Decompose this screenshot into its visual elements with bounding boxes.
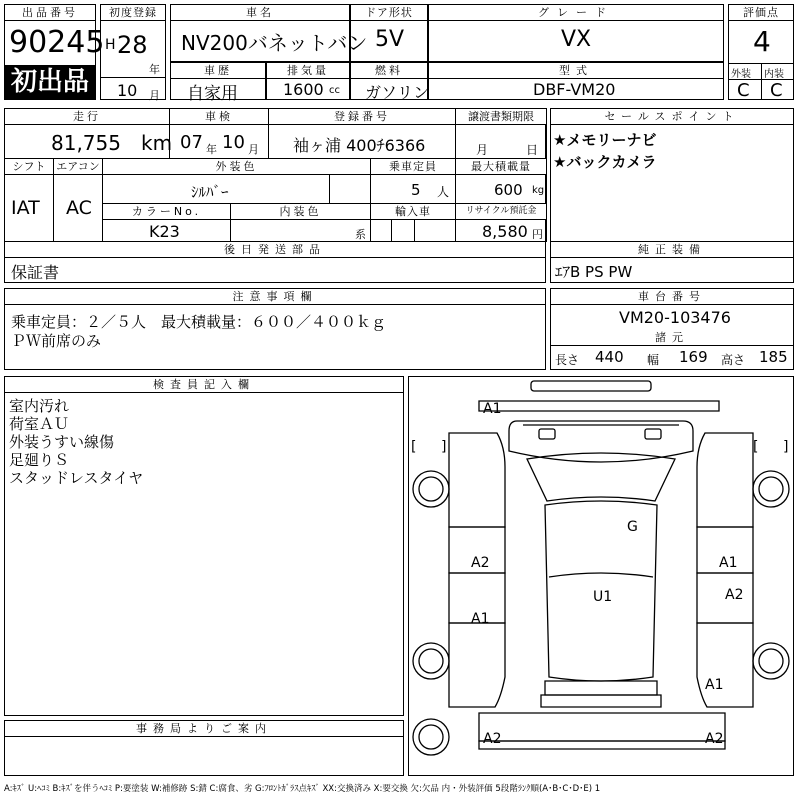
year: 28	[117, 31, 148, 59]
ext-color-cell	[102, 174, 330, 204]
fuel-label: 燃料	[351, 63, 427, 79]
bracket-mark: [	[753, 439, 759, 455]
notes-line: 乗車定員：２／５人 最大積載量：６００／４００ｋｇ	[11, 313, 387, 331]
ac: AC	[66, 197, 92, 219]
car-name-label: 車名	[171, 5, 349, 21]
sales-point-label: セールスポイント	[551, 109, 793, 125]
damage-mark: A2	[471, 555, 490, 571]
displacement-unit: cc	[329, 85, 340, 96]
chassis-label: 車台番号	[551, 289, 793, 305]
capacity: 5	[411, 181, 421, 199]
length-label: 長さ	[555, 353, 580, 367]
model-label: 型式	[429, 63, 723, 79]
score: 4	[753, 25, 771, 58]
damage-mark: A1	[471, 611, 490, 627]
chassis-box	[550, 288, 794, 370]
shift-cell	[4, 174, 54, 242]
shift: IAT	[11, 197, 40, 219]
notes-label: 注意事項欄	[5, 289, 545, 305]
inspector-line: スタッドレスタイヤ	[9, 469, 144, 487]
color-no-label: カラーNo.	[102, 203, 231, 220]
inspection-year: 07	[180, 132, 203, 153]
doc-deadline-label: 譲渡書類期限	[455, 108, 547, 125]
displacement: 1600	[283, 80, 324, 99]
grade: VX	[561, 27, 592, 52]
bracket-mark: ]	[783, 439, 789, 455]
load-label: 最大積載量	[455, 158, 547, 175]
grade-label: グレード	[429, 5, 723, 21]
length: 440	[595, 348, 624, 366]
inspector-line: 足廻りＳ	[9, 451, 70, 469]
ext-color-extra-cell	[329, 174, 371, 204]
grade-box	[428, 4, 724, 62]
inspector-box	[4, 376, 404, 716]
width-label: 幅	[647, 353, 660, 367]
registration-number: 袖ヶ浦 400ﾁ6366	[293, 136, 426, 155]
first-listing-badge: 初出品	[4, 65, 96, 100]
door-label: ドア形状	[351, 5, 427, 21]
mileage-cell	[4, 124, 173, 159]
damage-mark: U1	[593, 589, 613, 605]
doc-day: 日	[526, 143, 539, 157]
inspector-line: 外装うすい線傷	[9, 433, 115, 451]
later-parts: 保証書	[11, 263, 60, 282]
initial-label: 初度登録	[101, 5, 165, 21]
equipment: ｴｱB PS PW	[555, 263, 633, 281]
door-box	[350, 4, 428, 62]
recycle-unit: 円	[532, 228, 543, 241]
displacement-box	[266, 62, 350, 100]
ac-label: エアコン	[53, 158, 103, 175]
import-cell-a	[370, 219, 392, 242]
sales-point-item: ★メモリーナビ	[553, 131, 657, 149]
mileage-unit: km	[141, 131, 173, 155]
month: 10	[117, 81, 138, 100]
height: 185	[759, 348, 788, 366]
bracket-mark: [	[411, 439, 417, 455]
history-box	[170, 62, 266, 104]
specs-label: 諸元	[551, 330, 793, 346]
month-unit: 月	[149, 89, 160, 102]
inspector-line: 荷室ＡＵ	[9, 415, 70, 433]
sales-point-item: ★バックカメラ	[553, 153, 657, 171]
import-cell-b	[391, 219, 415, 242]
inspection-label: 車検	[169, 108, 269, 125]
lot-label: 出品番号	[5, 5, 95, 21]
inspection-month-unit: 月	[248, 143, 259, 156]
inspection-month: 10	[222, 132, 245, 153]
capacity-unit: 人	[437, 185, 450, 199]
score-label: 評価点	[729, 5, 793, 21]
load-unit: kg	[532, 185, 545, 196]
damage-diagram	[408, 376, 794, 776]
mileage: 81,755	[51, 131, 121, 155]
score-box	[728, 4, 794, 100]
office-box	[4, 720, 404, 776]
exterior-label: 外装	[731, 69, 751, 80]
model: DBF-VM20	[533, 80, 616, 99]
chassis-number: VM20-103476	[619, 308, 731, 327]
lot-box	[4, 4, 105, 100]
doc-deadline-cell	[455, 124, 547, 159]
width: 169	[679, 348, 708, 366]
recycle-cell	[455, 219, 547, 242]
notes-box	[4, 288, 546, 370]
equipment-label: 純正装備	[551, 242, 793, 258]
fuel-box	[350, 62, 428, 100]
sales-point-box	[550, 108, 794, 242]
load-cell	[455, 174, 547, 204]
int-color-cell	[230, 219, 371, 242]
inspection-year-unit: 年	[206, 143, 217, 156]
year-unit: 年	[149, 63, 160, 76]
model-box	[428, 62, 724, 100]
mileage-label: 走行	[4, 108, 170, 125]
height-label: 高さ	[721, 353, 746, 367]
interior-label: 内装	[764, 69, 784, 80]
int-color-unit: 系	[355, 228, 366, 241]
int-color-label: 内装色	[230, 203, 371, 220]
damage-mark: A1	[705, 677, 724, 693]
ext-color: ｼﾙﾊﾞｰ	[191, 183, 229, 201]
recycle: 8,580	[482, 222, 528, 241]
damage-mark: A2	[483, 731, 502, 747]
exterior-grade: C	[737, 80, 750, 101]
doc-month: 月	[476, 143, 489, 157]
damage-mark: A1	[719, 555, 738, 571]
load: 600	[494, 181, 523, 199]
registration-label: 登録番号	[268, 108, 456, 125]
door-type: 5V	[375, 27, 405, 52]
recycle-label: リサイクル預託金	[455, 203, 547, 220]
color-no-cell	[102, 219, 231, 242]
damage-mark: A1	[483, 401, 502, 417]
car-name: NV200バネットバン	[181, 31, 368, 55]
inspector-label: 検査員記入欄	[5, 377, 403, 393]
history: 自家用	[187, 84, 238, 104]
legend: A:ｷｽﾞ U:ﾍｺﾐ B:ｷｽﾞを伴うﾍｺﾐ P:要塗装 W:補修跡 S:錆 C:腐食、劣 G:ﾌﾛﾝﾄｶﾞﾗｽ点ｷｽﾞ XX:交換済み X:要交換 欠:欠品 内・外装評価 5段階ﾗﾝｸ順(A･B･C･D･E) 1	[4, 784, 601, 794]
ext-color-label: 外装色	[102, 158, 371, 175]
inspection-cell	[169, 124, 269, 159]
era: H	[105, 37, 116, 53]
displacement-label: 排気量	[267, 63, 349, 79]
history-label: 車歴	[171, 63, 265, 79]
notes-line: ＰＷ前席のみ	[11, 332, 102, 350]
ac-cell	[53, 174, 103, 242]
damage-mark: G	[627, 519, 638, 535]
fuel: ガソリン	[365, 83, 430, 102]
equipment-box	[550, 241, 794, 283]
import-label: 輸入車	[370, 203, 456, 220]
car-name-box	[170, 4, 368, 62]
color-no: K23	[149, 222, 180, 241]
damage-mark: A2	[705, 731, 724, 747]
capacity-label: 乗車定員	[370, 158, 456, 175]
lot-number: 90245	[9, 25, 105, 60]
interior-grade: C	[770, 80, 783, 101]
capacity-cell	[370, 174, 456, 204]
import-cell-c	[414, 219, 456, 242]
vehicle-info-table	[4, 108, 546, 242]
car-diagram-svg	[409, 377, 793, 775]
shift-label: シフト	[4, 158, 54, 175]
initial-registration-box	[100, 4, 166, 100]
damage-mark: A2	[725, 587, 744, 603]
later-parts-box	[4, 241, 546, 283]
later-parts-label: 後日発送部品	[5, 242, 545, 258]
office-label: 事務局よりご案内	[5, 721, 403, 737]
inspector-line: 室内汚れ	[9, 397, 70, 415]
registration-cell	[268, 124, 456, 159]
bracket-mark: ]	[441, 439, 447, 455]
